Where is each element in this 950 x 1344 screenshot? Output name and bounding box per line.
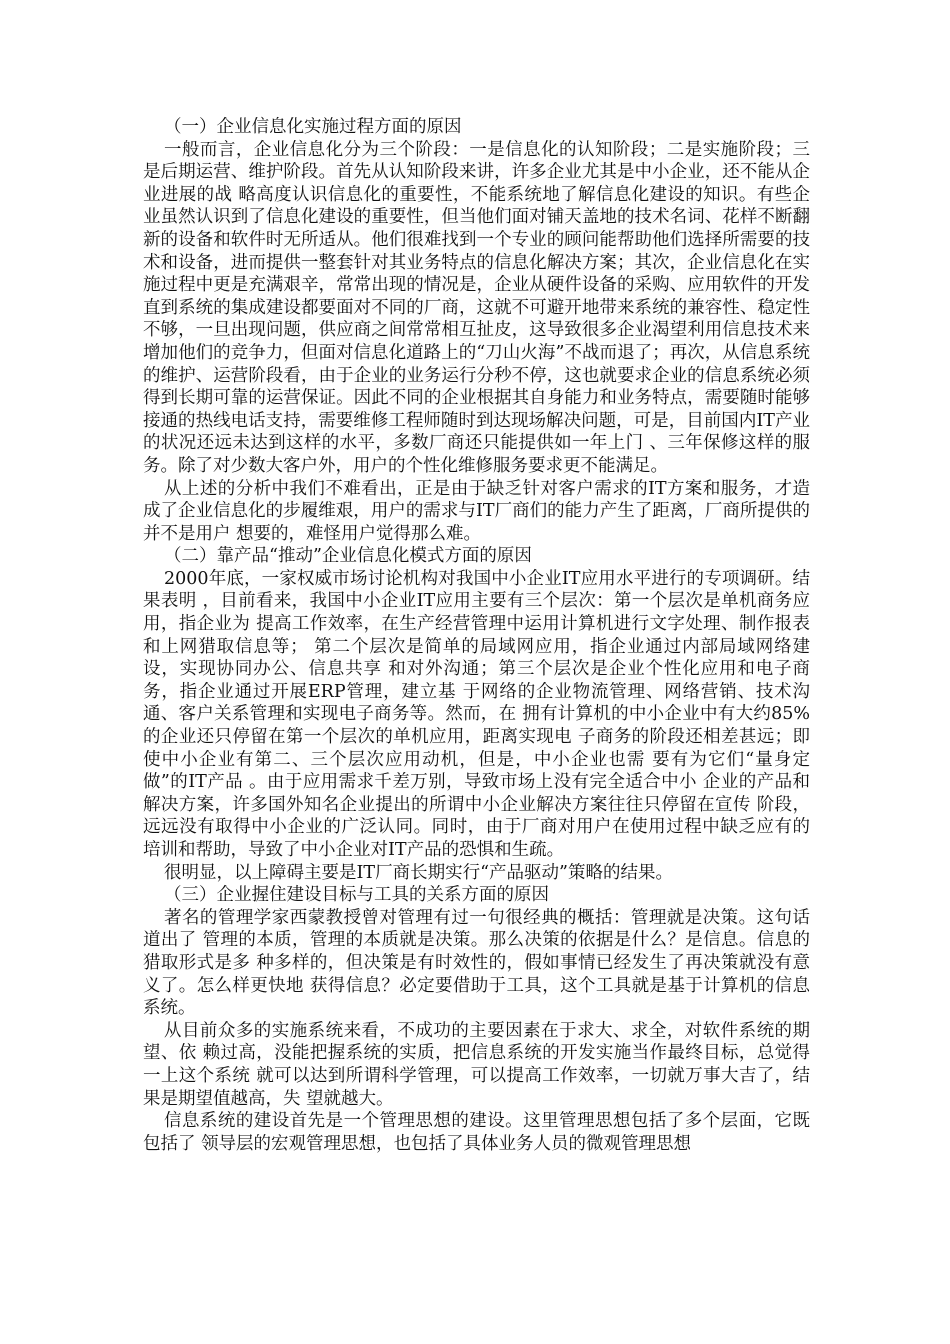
section-2-paragraph-2: 很明显，以上障碍主要是IT厂商长期实行“产品驱动”策略的结果。 xyxy=(164,862,673,883)
section-1-paragraph-1: 一般而言，企业信息化分为三个阶段：一是信息化的认知阶段；二是实施阶段；三是后期运营、维护阶段。首先从认知阶段来讲，许多企业尤其是中小企业，还不能从企业进展的战 略高度认识信息化的重要性，不能系统地了解信息化建设的知识。有些企业虽然认识到了信息化建设的重要性，但当他们面对铺天盖地的技术名词、花样不断翻新的设备和软件时无所适从。他们很难找到一个专业的顾问能帮助他们选择所需要的技术和设备，进而提供一整套针对其业务特点的信息化解决方案；其次，企业信息化在实施过程中更是充满艰辛，常常出现的情况是，企业从硬件设备的采购、应用软件的开发直到系统的集成建设都要面对不同的厂商，这就不可避开地带来系统的兼容性、稳定性不够，一旦出现问题，供应商之间常常相互扯皮，这导致很多企业渴望利用信息技术来增加他们的竞争力，但面对信息化道路上的“刀山火海”不战而退了；再次，从信息系统的维护、运营阶段看，由于企业的业务运行分秒不停，这也就要求企业的信息系统必须得到长期可靠的运营保证。因此不同的企业根据其自身能力和业务特点，需要随时能够接通的热线电话支持，需要维修工程师随时到达现场解决问题，可是，目前国内IT产业的状况还远未达到这样的水平，多数厂商还只能提供如一年上门 、三年保修这样的服务。除了对少数大客户外，用户的个性化维修服务要求更不能满足。 xyxy=(143,139,810,476)
section-heading-3: （三）企业握住建设目标与工具的关系方面的原因 xyxy=(164,885,549,906)
section-3-paragraph-3: 信息系统的建设首先是一个管理思想的建设。这里管理思想包括了多个层面，它既包括了 领导层的宏观管理思想，也包括了具体业务人员的微观管理思想 xyxy=(143,1111,810,1154)
section-1-paragraph-2: 从上述的分析中我们不难看出，正是由于缺乏针对客户需求的IT方案和服务，才造成了企业信息化的步履维艰，用户的需求与IT厂商们的能力产生了距离，厂商所提供的并不是用户 想要的，难怪用户觉得那么难。 xyxy=(143,478,810,544)
section-heading-1: （一）企业信息化实施过程方面的原因 xyxy=(164,117,462,137)
section-2-paragraph-1: 2000年底，一家权威市场讨论机构对我国中小企业IT应用水平进行的专项调研。结果表明 ，目前看来，我国中小企业IT应用主要有三个层次：第一个层次是单机商务应用，指企业为 提高工作效率，在生产经营管理中运用计算机进行文字处理、制作报表和上网猎取信息等； 第二个层次是简单的局域网应用，指企业通过内部局域网络建设，实现协同办公、信息共享 和对外沟通；第三个层次是企业个性化应用和电子商务，指企业通过开展ERP管理，建立基 于网络的企业物流管理、网络营销、技术沟通、客户关系管理和实现电子商务等。然而，在 拥有计算机的中小企业中有大约85%的企业还只停留在第一个层次的单机应用，距离实现电 子商务的阶段还相差甚远；即使中小企业有第二、三个层次应用动机，但是，中小企业也需 要有为它们“量身定做”的IT产品 。由于应用需求千差万别，导致市场上没有完全适合中小 企业的产品和解决方案，许多国外知名企业提出的所谓中小企业解决方案往往只停留在宣传 阶段，远远没有取得中小企业的广泛认同。同时，由于厂商对用户在使用过程中缺乏应有的 培训和帮助，导致了中小企业对IT产品的恐惧和生疏。 xyxy=(143,568,810,860)
section-heading-2: （二）靠产品“推动”企业信息化模式方面的原因 xyxy=(164,546,532,567)
section-3-paragraph-2: 从目前众多的实施系统来看，不成功的主要因素在于求大、求全，对软件系统的期望、依 赖过高，没能把握系统的实质，把信息系统的开发实施当作最终目标，总觉得一上这个系统 就可以达到所谓科学管理，可以提高工作效率，一切就万事大吉了，结果是期望值越高，失 望就越大。 xyxy=(143,1020,810,1109)
section-3-paragraph-1: 著名的管理学家西蒙教授曾对管理有过一句很经典的概括：管理就是决策。这句话道出了 管理的本质，管理的本质就是决策。那么决策的依据是什么？是信息。信息的猎取形式是多 种多样的，但决策是有时效性的，假如事情已经发生了再决策就没有意义了。怎么样更快地 获得信息？必定要借助于工具，这个工具就是基于计算机的信息系统。 xyxy=(143,907,810,1019)
document-page xyxy=(143,116,810,1155)
